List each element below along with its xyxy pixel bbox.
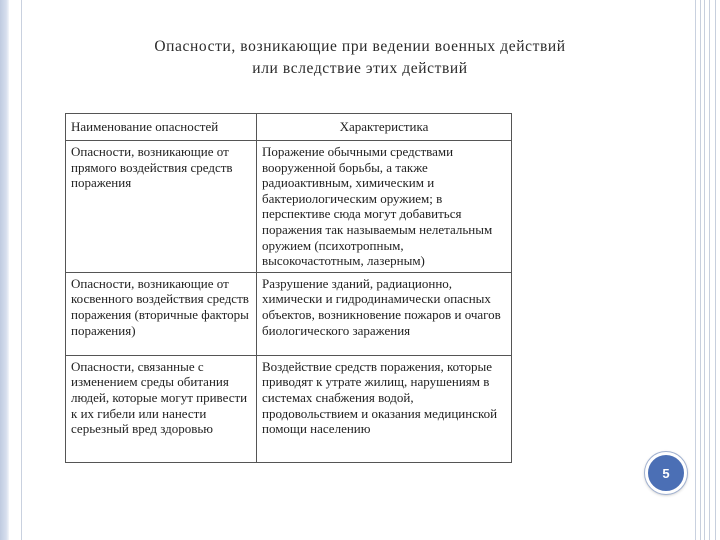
left-decor-bar <box>0 0 9 540</box>
table-header-row <box>66 114 512 141</box>
header-characteristic: Характеристика <box>257 114 512 141</box>
page-number-badge: 5 <box>645 452 687 494</box>
table-row <box>66 141 512 273</box>
hazard-name-cell: Опасности, связанные с изменением среды обитания людей, которые могут привести к их гибели или нанести серьезный вред здоровью <box>66 355 257 462</box>
table-row <box>66 355 512 462</box>
header-hazard-name: Наименование опасностей <box>66 114 257 141</box>
hazard-description-cell: Воздействие средств поражения, которые приводят к утрате жилищ, нарушениям в системах снабжения водой, продовольствием и оказания медицинской помощи населению <box>257 355 512 462</box>
hazards-table <box>65 113 512 463</box>
right-decor-lines <box>696 0 720 540</box>
hazard-name-cell: Опасности, возникающие от косвенного воздействия средств поражения (вторичные факторы поражения) <box>66 272 257 355</box>
hazard-description-cell: Поражение обычными средствами вооруженной борьбы, а также радиоактивным, химическим и бактериологическим оружием; в перспективе сюда могут добавиться поражения так называемым нелетальным оружием (психотропным, высокочастотным, лазерным) <box>257 141 512 273</box>
slide-title-line-2: или вследствие этих действий <box>252 60 468 77</box>
hazard-name-cell: Опасности, возникающие от прямого воздействия средств поражения <box>66 141 257 273</box>
hazard-description-cell: Разрушение зданий, радиационно, химически и гидродинамически опасных объектов, возникновение пожаров и очагов биологического заражения <box>257 272 512 355</box>
slide-title-line-1: Опасности, возникающие при ведении военных действий <box>154 38 566 55</box>
table-row <box>66 272 512 355</box>
slide-title <box>40 36 680 80</box>
